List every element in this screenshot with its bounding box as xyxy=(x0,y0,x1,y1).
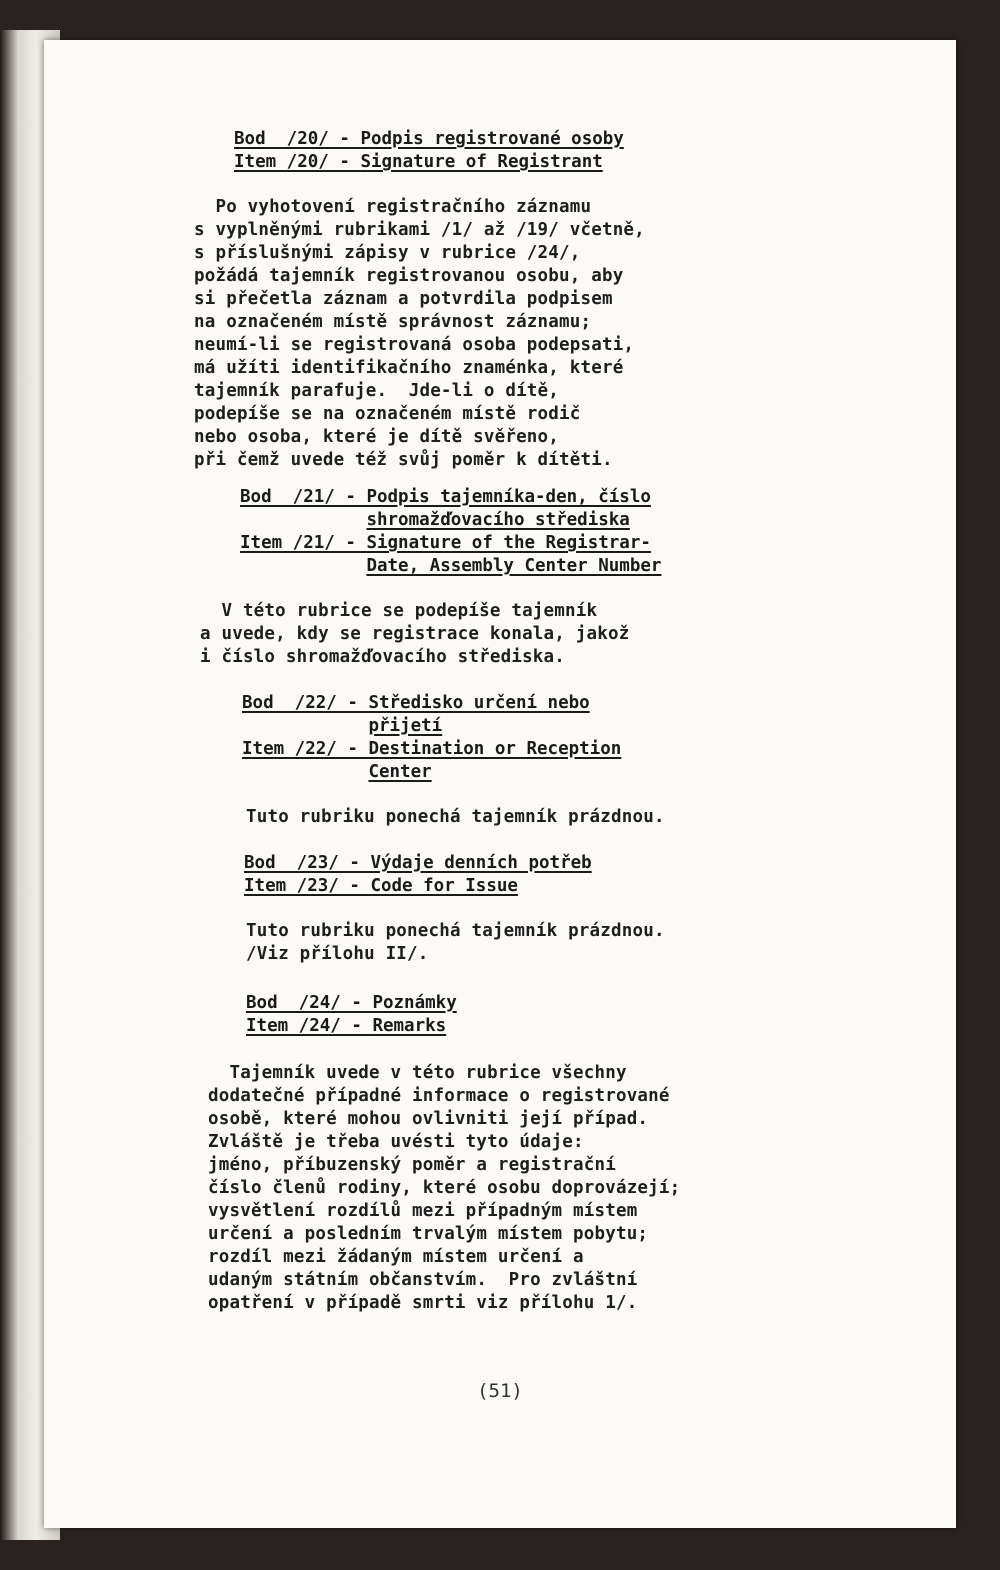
heading-title: Výdaje denních potřeb xyxy=(370,853,592,873)
heading-title: Podpis registrované osoby xyxy=(360,129,624,149)
body-line: nebo osoba, které je dítě svěřeno, xyxy=(194,427,560,447)
heading-item-label: Item /24/ - xyxy=(246,1016,373,1036)
body-line: udaným státním občanstvím. Pro zvláštní xyxy=(208,1270,638,1290)
heading-title: Center xyxy=(368,762,432,782)
section-body xyxy=(194,196,645,472)
body-line: opatření v případě smrti viz přílohu 1/. xyxy=(208,1293,638,1313)
heading-line xyxy=(242,715,956,738)
page-number: (51) xyxy=(477,1380,523,1402)
section-heading xyxy=(246,992,956,1038)
heading-title: Destination or Reception xyxy=(368,739,622,759)
section-heading xyxy=(242,692,956,784)
heading-line xyxy=(240,555,956,578)
heading-item-label: Bod /22/ - xyxy=(242,693,369,713)
body-line: požádá tajemník registrovanou osobu, aby xyxy=(194,266,624,286)
heading-title: shromažďovacího střediska xyxy=(366,510,630,530)
body-line: Po vyhotovení registračního záznamu xyxy=(194,197,592,217)
body-line: podepíše se na označeném místě rodič xyxy=(194,404,581,424)
heading-title: Remarks xyxy=(372,1016,447,1036)
heading-item-label xyxy=(240,509,366,532)
heading-item-label: Item /21/ - xyxy=(240,533,367,553)
heading-item-label: Item /23/ - xyxy=(244,876,371,896)
section-body xyxy=(208,1062,680,1315)
body-line: určení a posledním trvalým místem pobytu; xyxy=(208,1224,649,1244)
heading-line xyxy=(246,1015,956,1038)
heading-title: přijetí xyxy=(368,716,443,736)
heading-title: Signature of Registrant xyxy=(360,152,603,172)
heading-title: Code for Issue xyxy=(370,876,518,896)
body-line: i číslo shromažďovacího střediska. xyxy=(200,647,566,667)
heading-item-label xyxy=(242,715,368,738)
section-heading xyxy=(240,486,956,578)
body-line: na označeném místě správnost záznamu; xyxy=(194,312,592,332)
heading-line xyxy=(234,151,956,174)
heading-title: Signature of the Registrar- xyxy=(366,533,651,553)
body-line: při čemž uvede též svůj poměr k dítěti. xyxy=(194,450,613,470)
heading-line xyxy=(244,875,956,898)
body-line: jméno, příbuzenský poměr a registrační xyxy=(208,1155,616,1175)
heading-line xyxy=(240,486,956,509)
heading-line xyxy=(246,992,956,1015)
body-line: /Viz přílohu II/. xyxy=(246,944,429,964)
heading-line xyxy=(242,761,956,784)
body-line: rozdíl mezi žádaným místem určení a xyxy=(208,1247,584,1267)
section-body xyxy=(200,600,629,669)
heading-title: Středisko určení nebo xyxy=(368,693,590,713)
heading-item-label: Item /22/ - xyxy=(242,739,369,759)
body-line: vysvětlení rozdílů mezi případným místem xyxy=(208,1201,638,1221)
body-line: má užíti identifikačního znaménka, které xyxy=(194,358,624,378)
body-line: si přečetla záznam a potvrdila podpisem xyxy=(194,289,613,309)
heading-item-label: Bod /23/ - xyxy=(244,853,371,873)
section-body xyxy=(246,806,665,829)
heading-line xyxy=(234,128,956,151)
body-line: V této rubrice se podepíše tajemník xyxy=(200,601,598,621)
body-line: Tuto rubriku ponechá tajemník prázdnou. xyxy=(246,921,665,941)
heading-item-label: Bod /21/ - xyxy=(240,487,367,507)
section-body xyxy=(246,920,665,966)
heading-line xyxy=(240,532,956,555)
body-line: s příslušnými zápisy v rubrice /24/, xyxy=(194,243,581,263)
document-page xyxy=(44,40,956,1528)
heading-title: Poznámky xyxy=(372,993,457,1013)
heading-line xyxy=(242,692,956,715)
body-line: tajemník parafuje. Jde-li o dítě, xyxy=(194,381,560,401)
body-line: dodatečné případné informace o registrované xyxy=(208,1086,670,1106)
heading-item-label xyxy=(242,761,368,784)
heading-title: Podpis tajemníka-den, číslo xyxy=(366,487,651,507)
heading-line xyxy=(240,509,956,532)
heading-title: Date, Assembly Center Number xyxy=(366,556,662,576)
body-line: Tuto rubriku ponechá tajemník prázdnou. xyxy=(246,807,665,827)
heading-item-label xyxy=(240,555,366,578)
body-line: neumí-li se registrovaná osoba podepsati, xyxy=(194,335,635,355)
heading-item-label: Item /20/ - xyxy=(234,152,361,172)
body-line: Tajemník uvede v této rubrice všechny xyxy=(208,1063,627,1083)
section-heading xyxy=(244,852,956,898)
heading-item-label: Bod /20/ - xyxy=(234,129,361,149)
body-line: Zvláště je třeba uvésti tyto údaje: xyxy=(208,1132,584,1152)
body-line: a uvede, kdy se registrace konala, jakož xyxy=(200,624,630,644)
body-line: s vyplněnými rubrikami /1/ až /19/ včetně, xyxy=(194,220,645,240)
body-line: číslo členů rodiny, které osobu doprovázejí; xyxy=(208,1178,681,1198)
section-heading xyxy=(234,128,956,174)
heading-line xyxy=(242,738,956,761)
body-line: osobě, které mohou ovlivniti její případ. xyxy=(208,1109,649,1129)
heading-line xyxy=(244,852,956,875)
heading-item-label: Bod /24/ - xyxy=(246,993,373,1013)
